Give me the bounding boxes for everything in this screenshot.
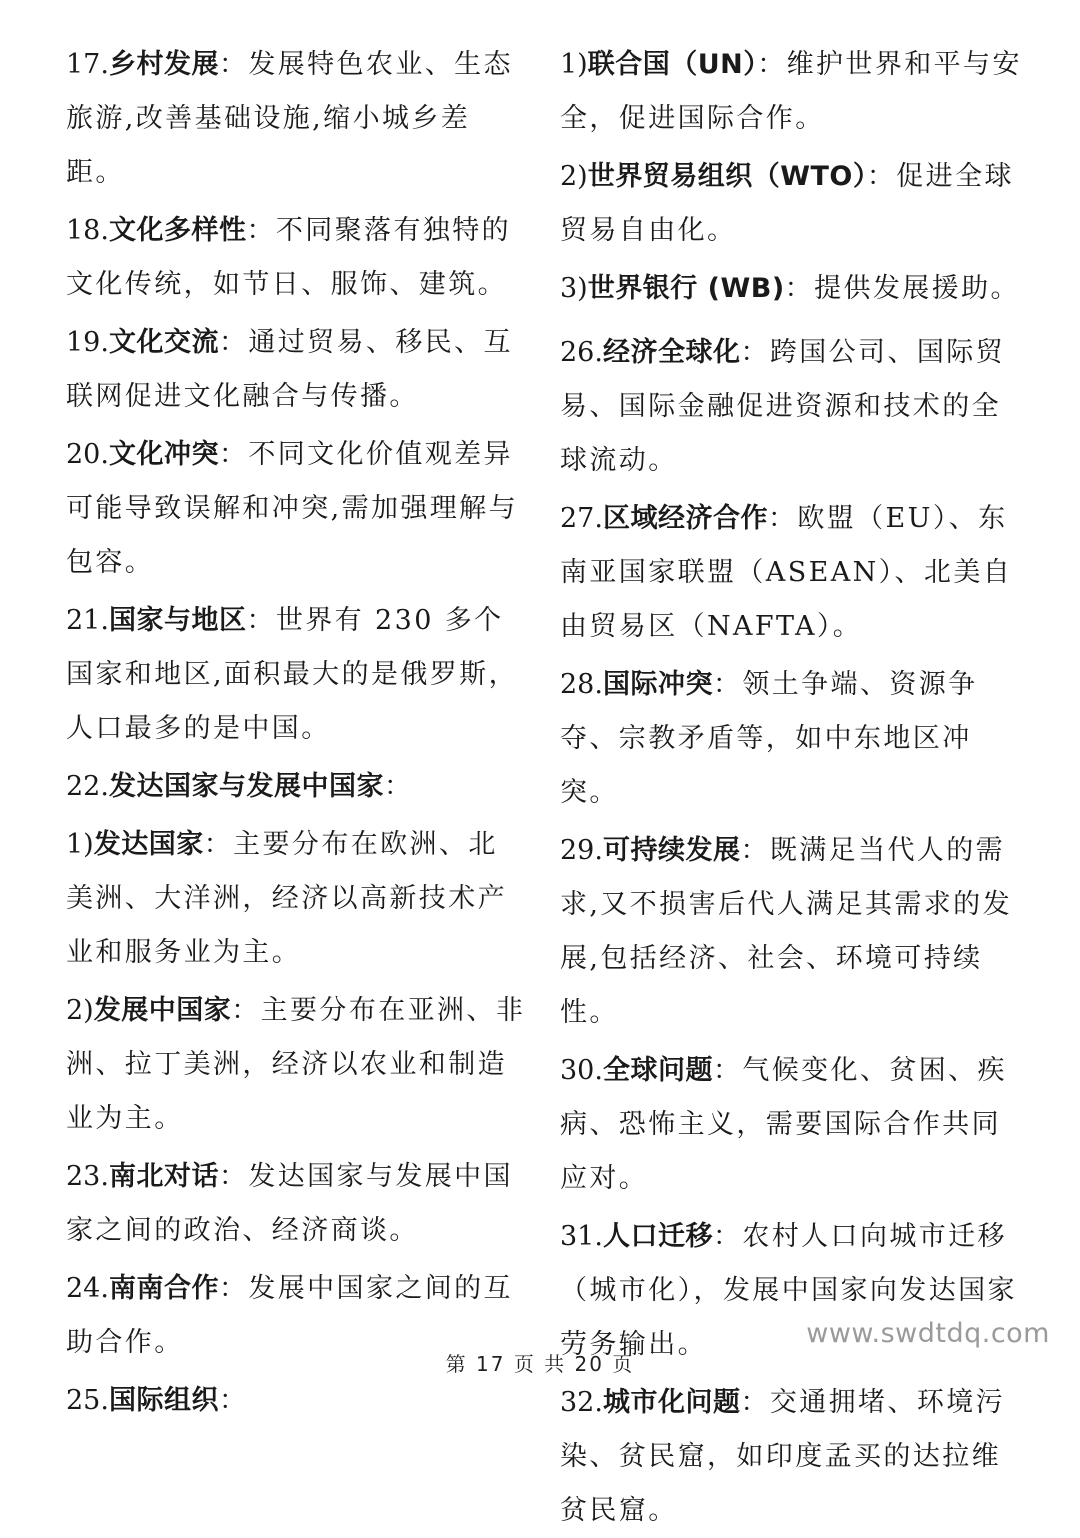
entry-separator: ： — [246, 215, 276, 246]
entry-25-1 — [560, 38, 1022, 146]
entry-number: 17. — [66, 49, 109, 80]
entry-term: 发达国家 — [93, 829, 204, 860]
entry-separator: ： — [218, 1161, 249, 1192]
entry-number: 18. — [66, 215, 109, 246]
entry-term: 南南合作 — [108, 1273, 219, 1304]
entry-text: 发展特色农业、生态旅游,改善基础设施,缩小城乡差距。 — [66, 49, 513, 188]
entry-text: 气候变化、贫困、疾病、恐怖主义，需要国际合作共同应对。 — [560, 1055, 1007, 1194]
entry-number: 27. — [560, 503, 603, 534]
entry-25-3 — [560, 262, 1022, 316]
entry-term: 南北对话 — [108, 1161, 219, 1192]
entry-25 — [66, 1374, 526, 1428]
entry-term: 城市化问题 — [602, 1387, 741, 1418]
entry-separator: ： — [866, 161, 897, 192]
entry-term: 联合国（UN） — [587, 49, 758, 80]
entry-30 — [560, 1044, 1022, 1206]
entry-term: 区域经济合作 — [602, 503, 768, 534]
entry-term: 国家与地区 — [108, 605, 247, 636]
entry-number: 24. — [66, 1273, 109, 1304]
right-column — [560, 38, 1022, 1538]
left-column — [66, 38, 526, 1428]
entry-separator: ： — [784, 273, 815, 304]
entry-29 — [560, 824, 1022, 1040]
entry-separator: ： — [740, 337, 770, 368]
entry-term: 经济全球化 — [602, 337, 741, 368]
entry-term: 国际冲突 — [602, 669, 713, 700]
entry-number: 32. — [560, 1387, 603, 1418]
entry-26 — [560, 326, 1022, 488]
entry-term: 世界银行 (WB) — [587, 273, 785, 304]
entry-22-2 — [66, 984, 526, 1146]
entry-text: 欧盟（EU）、东南亚国家联盟（ASEAN）、北美自由贸易区（NAFTA）。 — [560, 503, 1013, 642]
entry-21 — [66, 594, 526, 756]
entry-number: 30. — [560, 1055, 603, 1086]
entry-term: 可持续发展 — [602, 835, 741, 866]
entry-separator: ： — [712, 1221, 743, 1252]
entry-term: 文化多样性 — [108, 215, 247, 246]
entry-number: 26. — [560, 337, 603, 368]
entry-number: 21. — [66, 605, 109, 636]
entry-text: 不同聚落有独特的文化传统，如节日、服饰、建筑。 — [66, 215, 512, 300]
entry-number: 1) — [560, 49, 588, 80]
entry-text: 提供发展援助。 — [814, 273, 1020, 304]
entry-term: 发展中国家 — [93, 995, 232, 1026]
entry-term: 国际组织 — [108, 1385, 219, 1416]
entry-separator: ： — [740, 835, 770, 866]
entry-22-1 — [66, 818, 526, 980]
entry-23 — [66, 1150, 526, 1258]
entry-32 — [560, 1376, 1022, 1538]
entry-text: 主要分布在亚洲、非洲、拉丁美洲，经济以农业和制造业为主。 — [66, 995, 526, 1134]
entry-term: 乡村发展 — [108, 49, 219, 80]
entry-28 — [560, 658, 1022, 820]
entry-text: 世界有 230 多个国家和地区,面积最大的是俄罗斯，人口最多的是中国。 — [66, 605, 518, 744]
entry-separator: ： — [218, 1273, 249, 1304]
page-footer: 第 17 页 共 20 页 — [445, 1352, 635, 1376]
entry-number: 29. — [560, 835, 603, 866]
entry-number: 25. — [66, 1385, 109, 1416]
entry-text: 跨国公司、国际贸易、国际金融促进资源和技术的全球流动。 — [560, 337, 1006, 476]
entry-text: 主要分布在欧洲、北美洲、大洋洲，经济以高新技术产业和服务业为主。 — [66, 829, 507, 968]
entry-text: 发展中国家之间的互助合作。 — [66, 1273, 513, 1358]
entry-number: 2) — [560, 161, 588, 192]
entry-18 — [66, 204, 526, 312]
entry-number: 3) — [560, 273, 588, 304]
entry-separator: ： — [767, 503, 798, 534]
entry-term: 世界贸易组织（WTO） — [587, 161, 867, 192]
entry-number: 22. — [66, 771, 109, 802]
entry-term: 文化交流 — [108, 327, 219, 358]
entry-22 — [66, 760, 526, 814]
entry-separator: ： — [712, 669, 743, 700]
entry-separator: ： — [218, 49, 249, 80]
entry-separator: ： — [740, 1387, 770, 1418]
entry-separator: ： — [218, 327, 249, 358]
entry-term: 发达国家与发展中国家 — [108, 771, 384, 802]
entry-number: 1) — [66, 829, 94, 860]
entry-separator: ： — [203, 829, 234, 860]
entry-number: 23. — [66, 1161, 109, 1192]
entry-separator: ： — [218, 439, 249, 470]
entry-separator: ： — [246, 605, 276, 636]
entry-17 — [66, 38, 526, 200]
entry-separator: ： — [757, 49, 787, 80]
entry-term: 人口迁移 — [602, 1221, 713, 1252]
entry-text: 促进全球贸易自由化。 — [560, 161, 1014, 246]
entry-number: 31. — [560, 1221, 603, 1252]
entry-term: 全球问题 — [602, 1055, 713, 1086]
entry-number: 20. — [66, 439, 109, 470]
entry-text: 不同文化价值观差异可能导致误解和冲突,需加强理解与包容。 — [66, 439, 518, 578]
entry-number: 19. — [66, 327, 109, 358]
entry-text: 农村人口向城市迁移（城市化），发展中国家向发达国家劳务输出。 — [560, 1221, 1017, 1360]
entry-separator: ： — [712, 1055, 743, 1086]
entry-separator: ： — [218, 1385, 249, 1416]
entry-separator: ： — [231, 995, 261, 1026]
entry-20 — [66, 428, 526, 590]
entry-text: 维护世界和平与安全，促进国际合作。 — [560, 49, 1022, 134]
site-watermark: www.swdtdq.com — [806, 1318, 1050, 1349]
entry-25-2 — [560, 150, 1022, 258]
entry-number: 28. — [560, 669, 603, 700]
entry-number: 2) — [66, 995, 94, 1026]
entry-text: 交通拥堵、环境污染、贫民窟，如印度孟买的达拉维贫民窟。 — [560, 1387, 1006, 1526]
entry-19 — [66, 316, 526, 424]
entry-separator: ： — [383, 771, 414, 802]
entry-text: 既满足当代人的需求,又不损害后代人满足其需求的发展,包括经济、社会、环境可持续性。 — [560, 835, 1012, 1028]
entry-27 — [560, 492, 1022, 654]
entry-term: 文化冲突 — [108, 439, 219, 470]
entry-text: 通过贸易、移民、互联网促进文化融合与传播。 — [66, 327, 513, 412]
entry-text: 发达国家与发展中国家之间的政治、经济商谈。 — [66, 1161, 513, 1246]
entry-text: 领土争端、资源争夺、宗教矛盾等，如中东地区冲突。 — [560, 669, 978, 808]
